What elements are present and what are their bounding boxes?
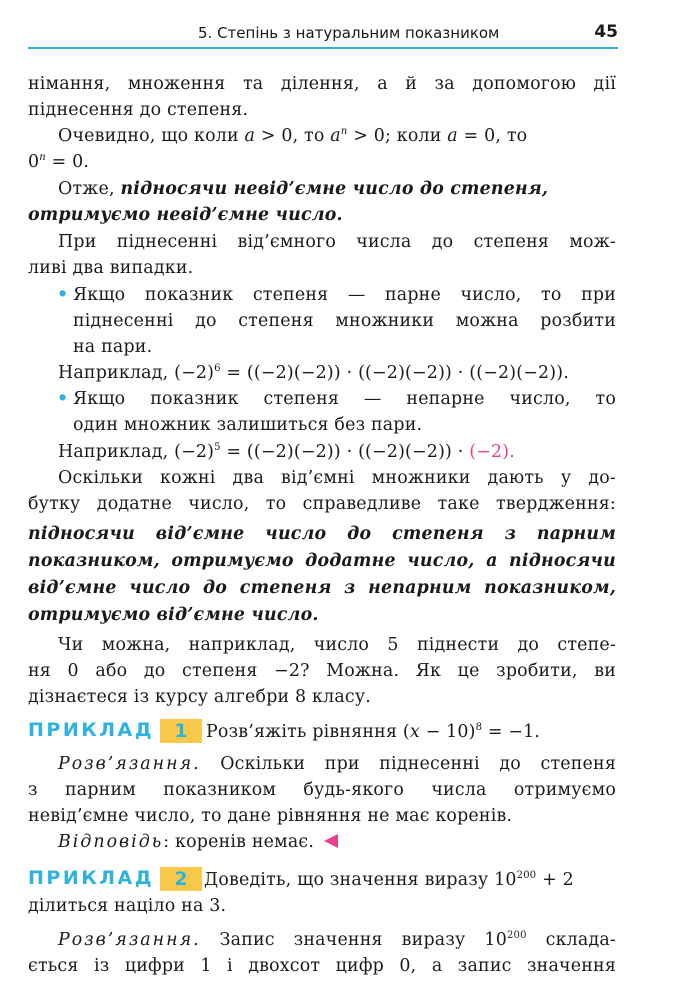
solution-line: ється із цифри 1 і двохсот цифр 0, а запис значення (28, 956, 616, 976)
list-item: • Якщо показник степеня — парне число, то при (57, 285, 616, 305)
example-task: Розв’яжіть рівняння $(x - 10)^8 = -1$. (206, 722, 541, 742)
text-line: При піднесенні від’ємного числа до степеня мож- (58, 232, 616, 252)
text-line: піднесенні до степеня множники можна розбити (73, 311, 616, 331)
text-line: один множник залишиться без пари. (73, 415, 423, 435)
answer-line: Відповідь: коренів немає. (58, 830, 616, 854)
rule-text: отримуємо невід’ємне число. (28, 205, 343, 225)
end-triangle-icon (324, 834, 338, 848)
text-line: Очевидно, що коли a > 0, то $a^n > 0$; коли a = 0, то (58, 126, 528, 146)
text-line: Чи можна, наприклад, число 5 піднести до степе- (58, 635, 616, 655)
solution-line: невід’ємне число, то дане рівняння не має коренів. (28, 806, 513, 826)
example-label: ПРИКЛАД (28, 867, 155, 889)
example-label: ПРИКЛАД (28, 719, 155, 741)
page-number: 45 (594, 22, 618, 42)
example-task: Доведіть, що значення виразу $10^{200} + 2$ (204, 870, 574, 890)
text-line: на пари. (73, 337, 153, 357)
example-number: 2 (160, 867, 202, 891)
text-line: ня 0 або до степеня −2? Можна. Як це зробити, ви (28, 661, 616, 681)
header-rule (28, 47, 618, 49)
solution-line: з парним показником будь-якого числа отримуємо (28, 780, 616, 800)
example-task: ділиться націло на 3. (28, 896, 227, 916)
formula-line: Наприклад, $(-2)^6 = ((-2)(-2)) \cdot ((-2)(-2)) \cdot ((-2)(-2))$. (58, 363, 569, 383)
solution-line: Розв’язання. Запис значення виразу $10^{200}$ склада- (58, 930, 617, 950)
formula-line: Наприклад, $(-2)^5 = ((-2)(-2)) \cdot ((-2)(-2)) \cdot (-2)$. (58, 442, 515, 462)
text-line: ливі два випадки. (28, 258, 194, 278)
text-line: Оскільки кожні два від’ємні множники дають у до- (58, 468, 616, 488)
example-number: 1 (160, 719, 202, 743)
bullet-icon: • (57, 389, 69, 409)
rule-text: отримуємо від’ємне число. (28, 605, 319, 625)
rule-text: показником, отримуємо додатне число, а підносячи (28, 551, 616, 571)
text-line: Отже, підносячи невід’ємне число до степеня, (58, 179, 549, 199)
text-line: німання, множення та ділення, а й за допомогою дії (28, 74, 616, 94)
list-item: • Якщо показник степеня — непарне число, то (57, 389, 616, 409)
page-header (28, 22, 618, 48)
text-line: бутку додатне число, то справедливе таке твердження: (28, 494, 616, 514)
text-line: дізнаєтеся із курсу алгебри 8 класу. (28, 687, 372, 707)
bullet-icon: • (57, 285, 69, 305)
text-line: $0^n = 0$. (28, 152, 90, 172)
rule-text: підносячи від’ємне число до степеня з парним (28, 524, 616, 544)
section-title: 5. Степінь з натуральним показником (198, 24, 500, 42)
rule-text: від’ємне число до степеня з непарним показником, (28, 578, 616, 598)
solution-line: Розв’язання. Оскільки при піднесенні до степеня (58, 754, 616, 774)
text-line: піднесення до степеня. (28, 100, 249, 120)
